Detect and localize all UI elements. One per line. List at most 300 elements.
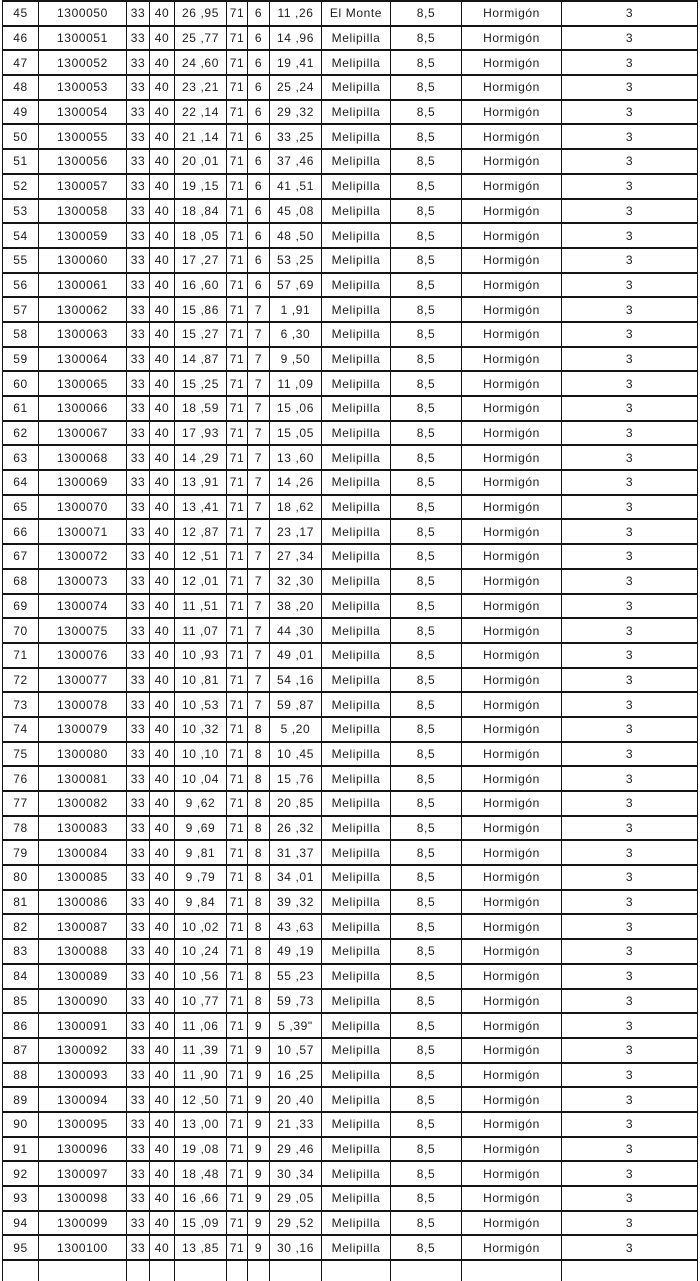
table-cell [248, 1260, 270, 1281]
table-cell: 10 ,45 [270, 742, 322, 767]
table-cell: 8 [248, 964, 270, 989]
table-cell [39, 1260, 127, 1281]
table-cell: 8 [248, 840, 270, 865]
table-cell: 8,5 [391, 470, 462, 495]
table-cell [175, 1260, 227, 1281]
table-cell: 40 [150, 519, 175, 544]
table-cell: 15 ,05 [270, 421, 322, 446]
table-cell: Melipilla [322, 421, 391, 446]
table-cell: 8,5 [391, 569, 462, 594]
table-cell: 13 ,00 [175, 1112, 227, 1137]
table-cell: 20 ,01 [175, 149, 227, 174]
table-cell: 7 [248, 495, 270, 520]
table-cell: 10 ,04 [175, 766, 227, 791]
table-cell: 71 [227, 544, 248, 569]
table-cell: 71 [227, 495, 248, 520]
table-row [3, 1013, 698, 1038]
table-cell: 33 [127, 1013, 150, 1038]
table-cell: 1300060 [39, 248, 127, 273]
table-cell: 31 ,37 [270, 840, 322, 865]
table-cell: 8,5 [391, 124, 462, 149]
table-cell: 13 ,91 [175, 470, 227, 495]
table-cell: Melipilla [322, 1161, 391, 1186]
table-cell: 71 [227, 149, 248, 174]
table-cell: Hormigón [462, 445, 562, 470]
table-cell: Hormigón [462, 100, 562, 125]
table-cell: 71 [227, 371, 248, 396]
table-cell: 40 [150, 1112, 175, 1137]
table-cell: 33 [127, 396, 150, 421]
table-cell: 1300092 [39, 1038, 127, 1063]
table-cell: 33 [127, 1137, 150, 1162]
table-cell: 3 [562, 668, 698, 693]
table-row [3, 347, 698, 372]
table-cell: 71 [227, 964, 248, 989]
table-row [3, 297, 698, 322]
table-cell: 7 [248, 347, 270, 372]
table-cell: Melipilla [322, 840, 391, 865]
table-cell: 5 ,20 [270, 717, 322, 742]
table-cell: Hormigón [462, 248, 562, 273]
table-cell: 10 ,24 [175, 939, 227, 964]
table-cell [227, 1260, 248, 1281]
table-row [3, 199, 698, 224]
table-cell: 33 [127, 1038, 150, 1063]
table-row [3, 470, 698, 495]
table-cell: 3 [562, 692, 698, 717]
table-cell: 33 [127, 791, 150, 816]
table-cell: 71 [227, 643, 248, 668]
table-cell: 3 [562, 939, 698, 964]
table-cell: 3 [562, 594, 698, 619]
table-cell: 93 [3, 1186, 39, 1211]
table-cell: 8,5 [391, 1013, 462, 1038]
table-cell: 71 [227, 668, 248, 693]
table-row [3, 371, 698, 396]
table-row [3, 421, 698, 446]
table-cell: 7 [248, 371, 270, 396]
table-cell: 33 [127, 939, 150, 964]
table-cell: 33 [127, 1112, 150, 1137]
table-cell: 13 ,85 [175, 1235, 227, 1260]
table-row [3, 692, 698, 717]
table-cell: 49 [3, 100, 39, 125]
table-cell: Hormigón [462, 347, 562, 372]
table-cell: Hormigón [462, 75, 562, 100]
table-cell: 33 [127, 26, 150, 51]
table-cell: 8,5 [391, 495, 462, 520]
table-cell: Melipilla [322, 1013, 391, 1038]
table-cell: 3 [562, 791, 698, 816]
table-cell: Melipilla [322, 495, 391, 520]
table-cell: 3 [562, 347, 698, 372]
table-cell: 33 [127, 100, 150, 125]
table-cell: 1300080 [39, 742, 127, 767]
table-cell: 33 [127, 371, 150, 396]
table-cell: Melipilla [322, 223, 391, 248]
table-cell: 70 [3, 618, 39, 643]
table-cell: 67 [3, 544, 39, 569]
table-cell: 3 [562, 371, 698, 396]
table-cell: 40 [150, 470, 175, 495]
table-cell: 9 ,62 [175, 791, 227, 816]
table-cell: 6 [248, 174, 270, 199]
table-cell: 3 [562, 1161, 698, 1186]
table-cell: 19 ,41 [270, 50, 322, 75]
table-cell: 33 [127, 1, 150, 26]
table-cell: 71 [227, 914, 248, 939]
table-cell: 40 [150, 914, 175, 939]
table-cell: 41 ,51 [270, 174, 322, 199]
table-cell: 7 [248, 519, 270, 544]
table-row [3, 248, 698, 273]
table-cell: 1300083 [39, 816, 127, 841]
table-cell: 3 [562, 569, 698, 594]
table-cell: 59 ,87 [270, 692, 322, 717]
table-cell: 8,5 [391, 1038, 462, 1063]
table-cell: Melipilla [322, 50, 391, 75]
table-cell: 8,5 [391, 865, 462, 890]
table-cell: 40 [150, 939, 175, 964]
table-cell: 22 ,14 [175, 100, 227, 125]
table-cell: 33 [127, 1063, 150, 1088]
table-cell: 8 [248, 766, 270, 791]
table-cell: 33 [127, 964, 150, 989]
table-cell: Melipilla [322, 594, 391, 619]
table-cell: 1300056 [39, 149, 127, 174]
table-cell: 71 [227, 1112, 248, 1137]
table-cell: Hormigón [462, 914, 562, 939]
table-cell: 14 ,96 [270, 26, 322, 51]
table-cell: 8,5 [391, 396, 462, 421]
table-cell: 33 [127, 50, 150, 75]
table-cell: 33 [127, 816, 150, 841]
table-row [3, 124, 698, 149]
table-cell: 33 [127, 1186, 150, 1211]
table-cell: 3 [562, 248, 698, 273]
table-cell: Melipilla [322, 322, 391, 347]
table-cell: Melipilla [322, 569, 391, 594]
table-cell: 3 [562, 174, 698, 199]
table-cell: Hormigón [462, 149, 562, 174]
table-cell: 6 [248, 26, 270, 51]
table-cell: 3 [562, 964, 698, 989]
table-cell [150, 1260, 175, 1281]
table-cell: 40 [150, 445, 175, 470]
table-cell: 3 [562, 643, 698, 668]
table-cell: Hormigón [462, 371, 562, 396]
table-cell: 1300099 [39, 1211, 127, 1236]
table-cell: 3 [562, 1186, 698, 1211]
table-cell: 33 [127, 322, 150, 347]
table-cell: 1300079 [39, 717, 127, 742]
table-cell: 1300100 [39, 1235, 127, 1260]
table-cell: Hormigón [462, 989, 562, 1014]
table-cell: 14 ,87 [175, 347, 227, 372]
table-row [3, 445, 698, 470]
table-cell: 7 [248, 594, 270, 619]
table-row [3, 26, 698, 51]
table-cell: Hormigón [462, 470, 562, 495]
table-cell: 40 [150, 50, 175, 75]
table-cell: 71 [227, 840, 248, 865]
table-cell: 6 [248, 100, 270, 125]
table-cell: 40 [150, 618, 175, 643]
table-cell: 23 ,17 [270, 519, 322, 544]
table-cell: 40 [150, 1013, 175, 1038]
table-cell: 73 [3, 692, 39, 717]
table-row [3, 149, 698, 174]
table-cell: 40 [150, 174, 175, 199]
table-cell: 7 [248, 668, 270, 693]
table-cell: 33 [127, 495, 150, 520]
table-cell: 82 [3, 914, 39, 939]
table-cell: 3 [562, 124, 698, 149]
table-cell: Hormigón [462, 544, 562, 569]
table-cell: Melipilla [322, 347, 391, 372]
table-cell: Melipilla [322, 989, 391, 1014]
table-cell: 33 [127, 840, 150, 865]
table-cell: 40 [150, 347, 175, 372]
table-cell: Hormigón [462, 890, 562, 915]
table-cell: 33 [127, 149, 150, 174]
table-cell: 12 ,87 [175, 519, 227, 544]
table-row [3, 1, 698, 26]
table-cell: 16 ,66 [175, 1186, 227, 1211]
table-cell: 8,5 [391, 816, 462, 841]
table-cell: 3 [562, 1013, 698, 1038]
table-cell: 71 [227, 421, 248, 446]
table-cell: 25 ,24 [270, 75, 322, 100]
table-cell: Hormigón [462, 1038, 562, 1063]
table-cell: 33 [127, 421, 150, 446]
table-cell: 1300062 [39, 297, 127, 322]
table-row [3, 766, 698, 791]
table-cell: 14 ,29 [175, 445, 227, 470]
table-row [3, 75, 698, 100]
table-cell: 3 [562, 1, 698, 26]
table-cell: 65 [3, 495, 39, 520]
table-cell: 3 [562, 1211, 698, 1236]
table-cell: Melipilla [322, 124, 391, 149]
table-row [3, 939, 698, 964]
table-cell: Melipilla [322, 1235, 391, 1260]
table-cell: 7 [248, 445, 270, 470]
table-cell: 12 ,51 [175, 544, 227, 569]
table-cell: 7 [248, 618, 270, 643]
table-cell [322, 1260, 391, 1281]
table-cell: Hormigón [462, 1211, 562, 1236]
table-cell: 40 [150, 544, 175, 569]
table-cell: 1300058 [39, 199, 127, 224]
data-table [2, 0, 698, 1281]
table-cell: 33 [127, 544, 150, 569]
table-cell: 8,5 [391, 174, 462, 199]
table-cell: Melipilla [322, 766, 391, 791]
table-cell: 1300057 [39, 174, 127, 199]
table-cell: 33 ,25 [270, 124, 322, 149]
table-cell: 40 [150, 1038, 175, 1063]
table-cell: 20 ,40 [270, 1087, 322, 1112]
table-cell: 1300094 [39, 1087, 127, 1112]
table-cell: 33 [127, 1161, 150, 1186]
table-cell: Hormigón [462, 865, 562, 890]
table-cell: 8,5 [391, 890, 462, 915]
table-row [3, 1235, 698, 1260]
table-cell: Melipilla [322, 742, 391, 767]
table-cell: 90 [3, 1112, 39, 1137]
table-cell: 71 [227, 1211, 248, 1236]
table-cell: 71 [227, 124, 248, 149]
table-cell: 1300096 [39, 1137, 127, 1162]
table-cell: 8,5 [391, 1186, 462, 1211]
table-cell: 8,5 [391, 594, 462, 619]
table-cell: 11 ,90 [175, 1063, 227, 1088]
table-cell: 3 [562, 742, 698, 767]
table-cell: Melipilla [322, 371, 391, 396]
table-cell: Melipilla [322, 445, 391, 470]
table-cell: 38 ,20 [270, 594, 322, 619]
table-cell: 3 [562, 544, 698, 569]
table-cell: 77 [3, 791, 39, 816]
table-cell: 71 [227, 297, 248, 322]
table-cell: 33 [127, 1235, 150, 1260]
table-cell: 8,5 [391, 1063, 462, 1088]
table-cell: 8,5 [391, 1137, 462, 1162]
table-cell: 6 [248, 124, 270, 149]
table-cell: Melipilla [322, 470, 391, 495]
table-cell: 40 [150, 223, 175, 248]
table-cell: 37 ,46 [270, 149, 322, 174]
table-row [3, 569, 698, 594]
table-cell: 9 ,84 [175, 890, 227, 915]
table-cell: 33 [127, 445, 150, 470]
table-cell: 45 [3, 1, 39, 26]
table-cell: 40 [150, 1137, 175, 1162]
table-cell: 40 [150, 890, 175, 915]
table-row [3, 668, 698, 693]
table-cell: 3 [562, 322, 698, 347]
table-cell: 55 ,23 [270, 964, 322, 989]
table-cell: 71 [227, 791, 248, 816]
table-cell: 95 [3, 1235, 39, 1260]
table-cell: Hormigón [462, 742, 562, 767]
table-cell: 6 [248, 1, 270, 26]
table-cell: 34 ,01 [270, 865, 322, 890]
table-cell: 89 [3, 1087, 39, 1112]
table-cell: Melipilla [322, 668, 391, 693]
table-cell: 8,5 [391, 149, 462, 174]
table-cell: 1300098 [39, 1186, 127, 1211]
table-cell: 71 [227, 50, 248, 75]
table-cell: 3 [562, 989, 698, 1014]
table-cell: Melipilla [322, 26, 391, 51]
table-cell: 33 [127, 717, 150, 742]
table-cell: 7 [248, 569, 270, 594]
table-cell: 8,5 [391, 371, 462, 396]
table-cell: 71 [227, 766, 248, 791]
table-row [3, 742, 698, 767]
table-cell: 9 [248, 1112, 270, 1137]
table-cell [562, 1260, 698, 1281]
table-cell: Melipilla [322, 964, 391, 989]
table-cell: 40 [150, 1063, 175, 1088]
table-cell: Hormigón [462, 297, 562, 322]
table-cell: 75 [3, 742, 39, 767]
table-cell: 15 ,09 [175, 1211, 227, 1236]
table-cell: Hormigón [462, 939, 562, 964]
table-cell: 3 [562, 865, 698, 890]
table-cell: Hormigón [462, 717, 562, 742]
table-cell: 33 [127, 766, 150, 791]
table-cell: 85 [3, 989, 39, 1014]
table-cell: 1300050 [39, 1, 127, 26]
table-cell [462, 1260, 562, 1281]
table-cell: Melipilla [322, 890, 391, 915]
table-cell: 3 [562, 1137, 698, 1162]
table-cell: 33 [127, 297, 150, 322]
table-cell: 1300095 [39, 1112, 127, 1137]
table-cell: 15 ,76 [270, 766, 322, 791]
table-cell: 33 [127, 199, 150, 224]
table-cell: 13 ,60 [270, 445, 322, 470]
table-cell: 33 [127, 692, 150, 717]
table-row [3, 914, 698, 939]
table-cell: 1300052 [39, 50, 127, 75]
table-cell: Melipilla [322, 519, 391, 544]
table-cell: 71 [227, 100, 248, 125]
table-cell: 10 ,53 [175, 692, 227, 717]
table-cell: 7 [248, 421, 270, 446]
table-cell: 71 [227, 223, 248, 248]
table-cell: 55 [3, 248, 39, 273]
table-cell: 8,5 [391, 297, 462, 322]
table-cell: Melipilla [322, 544, 391, 569]
table-cell: Melipilla [322, 914, 391, 939]
table-cell: Melipilla [322, 149, 391, 174]
table-cell: 40 [150, 840, 175, 865]
table-cell: 26 ,32 [270, 816, 322, 841]
table-cell: 15 ,27 [175, 322, 227, 347]
table-cell: Melipilla [322, 618, 391, 643]
table-cell: 54 [3, 223, 39, 248]
table-cell: Hormigón [462, 692, 562, 717]
table-cell: 71 [227, 1038, 248, 1063]
data-table-body [3, 1, 698, 1281]
table-cell: 71 [227, 322, 248, 347]
table-cell: 8,5 [391, 248, 462, 273]
table-cell: 40 [150, 199, 175, 224]
table-cell: 1300089 [39, 964, 127, 989]
table-cell: 3 [562, 618, 698, 643]
table-cell: 17 ,27 [175, 248, 227, 273]
table-cell: 12 ,01 [175, 569, 227, 594]
table-cell: 3 [562, 75, 698, 100]
table-cell: 3 [562, 717, 698, 742]
table-cell: 1300081 [39, 766, 127, 791]
table-cell: 7 [248, 470, 270, 495]
table-cell: 69 [3, 594, 39, 619]
table-cell: 1300066 [39, 396, 127, 421]
table-cell: Melipilla [322, 1211, 391, 1236]
table-cell: 1300063 [39, 322, 127, 347]
table-cell: Melipilla [322, 1137, 391, 1162]
table-cell: 71 [227, 865, 248, 890]
table-cell: 6 ,30 [270, 322, 322, 347]
table-cell: 33 [127, 248, 150, 273]
table-cell: 59 ,73 [270, 989, 322, 1014]
table-cell: 9 [248, 1038, 270, 1063]
